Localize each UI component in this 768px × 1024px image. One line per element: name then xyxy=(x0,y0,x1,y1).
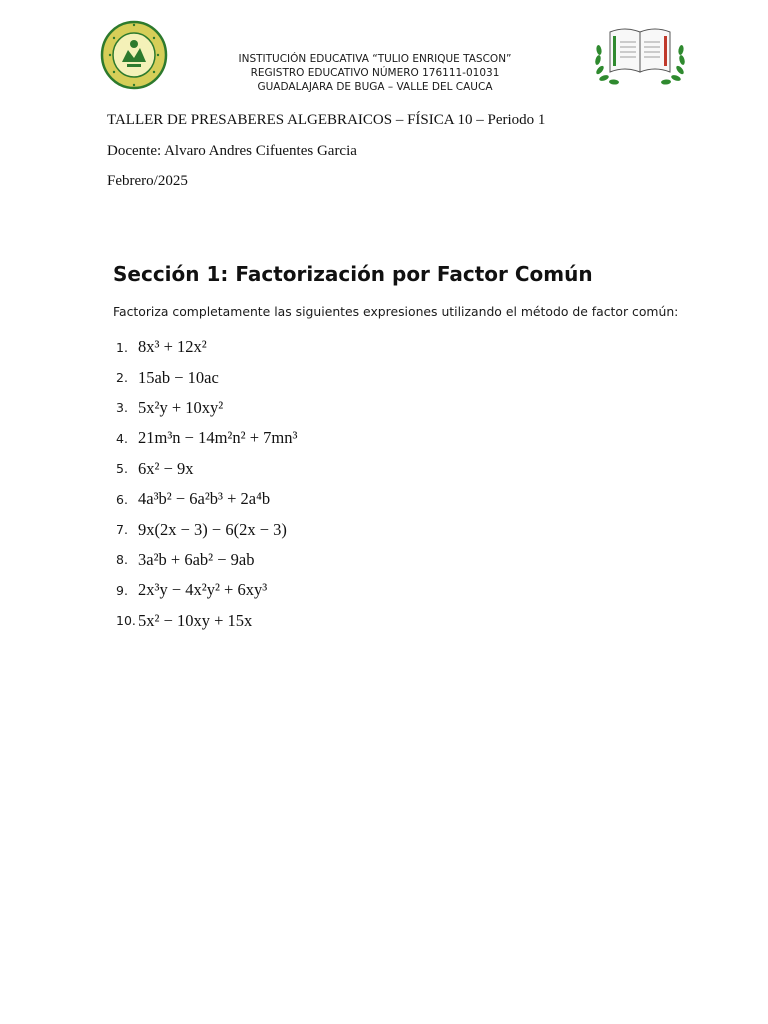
problem-item-5 xyxy=(116,454,673,484)
problem-item-4 xyxy=(116,423,673,453)
document-date: Febrero/2025 xyxy=(107,173,188,189)
problem-expression: 5x²y + 10xy² xyxy=(138,397,224,417)
problem-number: 7. xyxy=(116,522,128,538)
problem-expression: 15ab − 10ac xyxy=(138,367,219,387)
problem-expression: 6x² − 9x xyxy=(138,458,194,478)
section-title: Sección 1: Factorización por Factor Común xyxy=(113,262,593,286)
institution-seal-logo xyxy=(100,20,168,90)
problem-expression: 21m³n − 14m²n² + 7mn³ xyxy=(138,428,298,448)
problem-number: 3. xyxy=(116,400,128,416)
problem-number: 6. xyxy=(116,491,128,507)
section-instructions: Factoriza completamente las siguientes expresiones utilizando el método de factor común: xyxy=(113,304,679,319)
problem-item-2 xyxy=(116,362,673,392)
problem-item-9 xyxy=(116,575,673,605)
institution-location: GUADALAJARA DE BUGA – VALLE DEL CAUCA xyxy=(257,81,493,93)
problem-number: 2. xyxy=(116,370,128,386)
document-info xyxy=(107,110,667,202)
problem-number: 10. xyxy=(116,613,136,629)
section-factor-comun xyxy=(113,259,679,636)
problem-expression: 9x(2x − 3) − 6(2x − 3) xyxy=(138,519,287,539)
problem-list xyxy=(116,332,673,636)
problem-item-10 xyxy=(116,606,673,636)
problem-expression: 5x² − 10xy + 15x xyxy=(138,610,253,630)
problem-item-8 xyxy=(116,545,673,575)
problem-number: 9. xyxy=(116,582,128,598)
open-book-laurel-logo xyxy=(592,22,688,86)
problem-expression: 8x³ + 12x² xyxy=(138,337,207,357)
document-header xyxy=(0,0,768,100)
problem-expression: 4a³b² − 6a²b³ + 2a⁴b xyxy=(138,489,271,509)
problem-item-6 xyxy=(116,484,673,514)
institution-name: INSTITUCIÓN EDUCATIVA “TULIO ENRIQUE TASCON” xyxy=(238,53,512,65)
problem-number: 1. xyxy=(116,339,128,355)
teacher-name: Docente: Alvaro Andres Cifuentes Garcia xyxy=(107,142,357,159)
institution-heading xyxy=(220,52,530,94)
problem-number: 5. xyxy=(116,461,128,477)
problem-expression: 2x³y − 4x²y² + 6xy³ xyxy=(138,580,268,600)
institution-registry: REGISTRO EDUCATIVO NÚMERO 176111-01031 xyxy=(250,67,500,79)
problem-item-7 xyxy=(116,514,673,544)
problem-number: 8. xyxy=(116,552,128,568)
problem-expression: 3a²b + 6ab² − 9ab xyxy=(138,549,255,569)
problem-item-3 xyxy=(116,393,673,423)
problem-number: 4. xyxy=(116,430,128,446)
problem-item-1 xyxy=(116,332,673,362)
workshop-title: TALLER DE PRESABERES ALGEBRAICOS – FÍSICA 10 – Periodo 1 xyxy=(107,112,546,128)
